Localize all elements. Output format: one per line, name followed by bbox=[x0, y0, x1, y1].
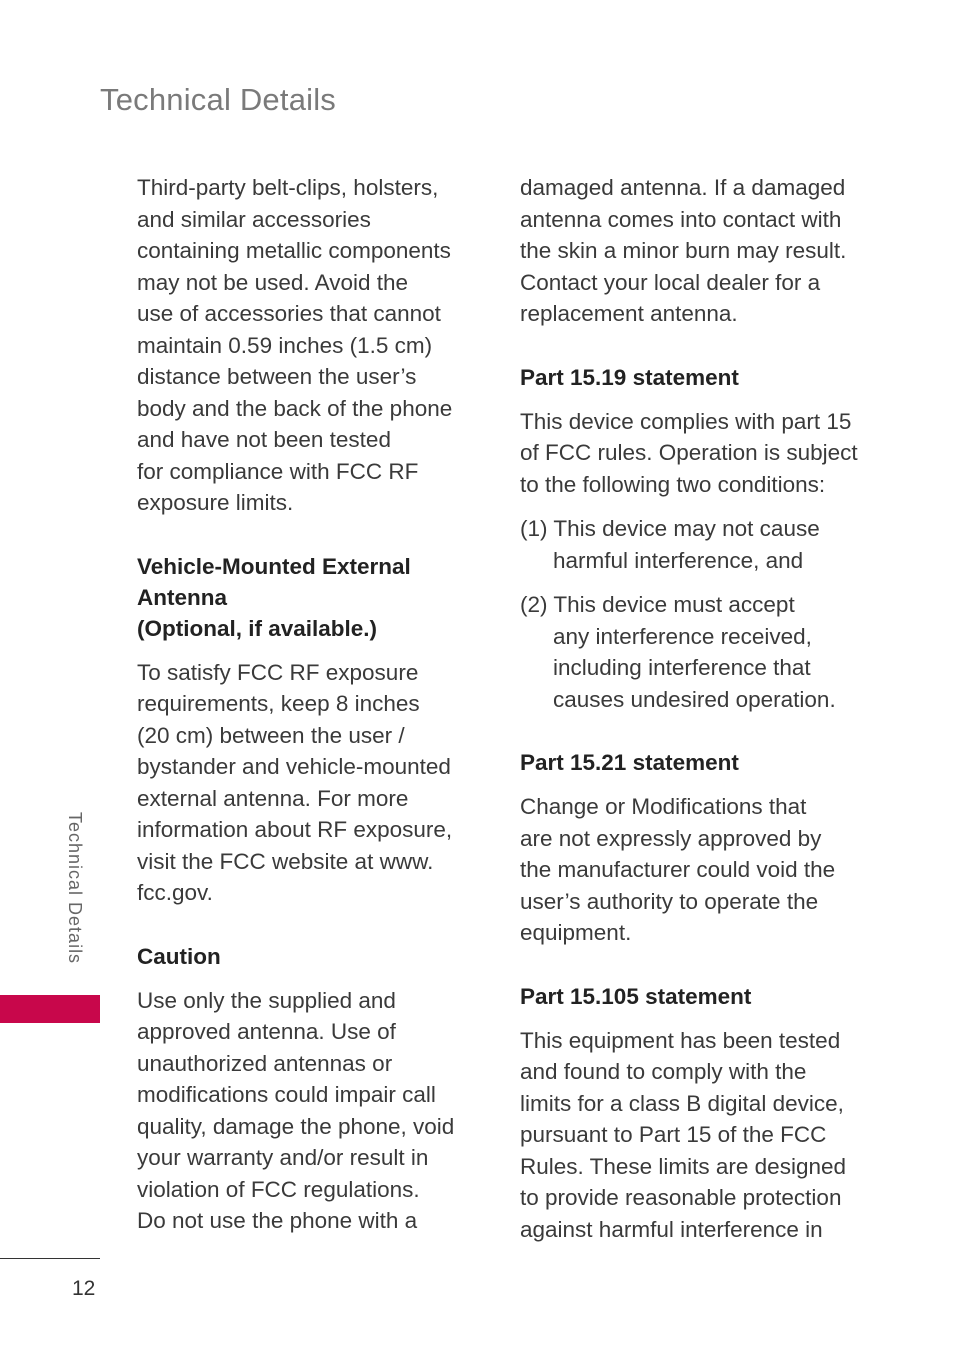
text-line: to provide reasonable protection bbox=[520, 1185, 842, 1210]
text-line: (1) This device may not cause bbox=[520, 516, 820, 541]
part-15-21-paragraph bbox=[520, 791, 880, 949]
text-line: visit the FCC website at www. bbox=[137, 848, 434, 874]
footer-divider bbox=[0, 1258, 100, 1259]
right-column bbox=[520, 172, 880, 1267]
text-line: approved antenna. Use of bbox=[137, 1019, 396, 1044]
text-line: Rules. These limits are designed bbox=[520, 1153, 846, 1179]
text-line: damaged antenna. If a damaged bbox=[520, 175, 846, 200]
text-line: user’s authority to operate the bbox=[520, 888, 819, 914]
text-line: distance between the user’s bbox=[137, 364, 417, 389]
page-number: 12 bbox=[72, 1277, 96, 1300]
part-15-105-heading: Part 15.105 statement bbox=[520, 983, 752, 1009]
text-line: quality, damage the phone, void bbox=[137, 1113, 455, 1139]
text-line: external antenna. For more bbox=[137, 785, 409, 811]
text-line: requirements, keep 8 inches bbox=[137, 691, 420, 716]
text-line: Use only the supplied and bbox=[137, 987, 396, 1013]
text-line: fcc.gov. bbox=[137, 880, 213, 905]
text-line: any interference received, bbox=[553, 623, 812, 649]
text-line: use of accessories that cannot bbox=[137, 301, 441, 326]
text-line: Do not use the phone with a bbox=[137, 1208, 418, 1233]
text-line: to the following two conditions: bbox=[520, 471, 826, 497]
text-line: information about RF exposure, bbox=[137, 817, 453, 842]
vehicle-antenna-heading bbox=[137, 551, 482, 644]
heading-line: (Optional, if available.) bbox=[137, 615, 378, 641]
text-line: of FCC rules. Operation is subject bbox=[520, 440, 858, 465]
text-line: exposure limits. bbox=[137, 490, 294, 515]
text-line: bystander and vehicle-mounted bbox=[137, 754, 451, 779]
section-tab-marker bbox=[0, 995, 100, 1023]
text-line: This device complies with part 15 bbox=[520, 408, 852, 434]
text-line: Contact your local dealer for a bbox=[520, 269, 821, 295]
text-line: limits for a class B digital device, bbox=[520, 1090, 844, 1116]
text-line: your warranty and/or result in bbox=[137, 1145, 429, 1170]
text-line: equipment. bbox=[520, 920, 632, 945]
accessories-paragraph bbox=[137, 172, 482, 519]
text-line: including interference that bbox=[553, 655, 811, 680]
antenna-continued-paragraph bbox=[520, 172, 880, 330]
text-line: harmful interference, and bbox=[553, 547, 804, 573]
caution-heading: Caution bbox=[137, 943, 221, 969]
condition-item bbox=[520, 589, 880, 715]
vehicle-antenna-paragraph bbox=[137, 657, 482, 909]
text-line: for compliance with FCC RF bbox=[137, 458, 419, 484]
text-line: containing metallic components bbox=[137, 238, 451, 263]
text-line: pursuant to Part 15 of the FCC bbox=[520, 1122, 827, 1147]
part-15-19-heading: Part 15.19 statement bbox=[520, 364, 739, 390]
text-line: modifications could impair call bbox=[137, 1082, 436, 1107]
text-line: Change or Modifications that bbox=[520, 794, 807, 819]
text-line: against harmful interference in bbox=[520, 1216, 823, 1242]
text-line: the manufacturer could void the bbox=[520, 857, 836, 882]
text-line: (2) This device must accept bbox=[520, 592, 795, 617]
part-15-105-paragraph bbox=[520, 1025, 880, 1246]
text-line: unauthorized antennas or bbox=[137, 1050, 393, 1076]
heading-line: Vehicle-Mounted External bbox=[137, 553, 411, 579]
text-line: are not expressly approved by bbox=[520, 825, 822, 851]
text-line: replacement antenna. bbox=[520, 301, 738, 326]
part-15-19-paragraph bbox=[520, 406, 880, 501]
page-title: Technical Details bbox=[100, 82, 337, 117]
text-line: body and the back of the phone bbox=[137, 395, 453, 421]
text-line: violation of FCC regulations. bbox=[137, 1176, 420, 1202]
text-line: Third-party belt-clips, holsters, bbox=[137, 175, 439, 200]
text-line: causes undesired operation. bbox=[553, 686, 836, 712]
left-column bbox=[137, 172, 482, 1259]
text-line: antenna comes into contact with bbox=[520, 206, 842, 232]
caution-paragraph bbox=[137, 985, 482, 1237]
heading-line: Antenna bbox=[137, 584, 227, 610]
text-line: may not be used. Avoid the bbox=[137, 269, 409, 295]
text-line: maintain 0.59 inches (1.5 cm) bbox=[137, 332, 433, 358]
text-line: To satisfy FCC RF exposure bbox=[137, 659, 419, 685]
text-line: (20 cm) between the user / bbox=[137, 722, 405, 748]
text-line: and found to comply with the bbox=[520, 1059, 807, 1084]
condition-item bbox=[520, 513, 880, 576]
text-line: and similar accessories bbox=[137, 206, 371, 232]
text-line: and have not been tested bbox=[137, 427, 391, 452]
text-line: the skin a minor burn may result. bbox=[520, 238, 847, 263]
side-section-label: Technical Details bbox=[65, 812, 85, 965]
text-line: This equipment has been tested bbox=[520, 1027, 841, 1053]
part-15-21-heading: Part 15.21 statement bbox=[520, 750, 739, 775]
